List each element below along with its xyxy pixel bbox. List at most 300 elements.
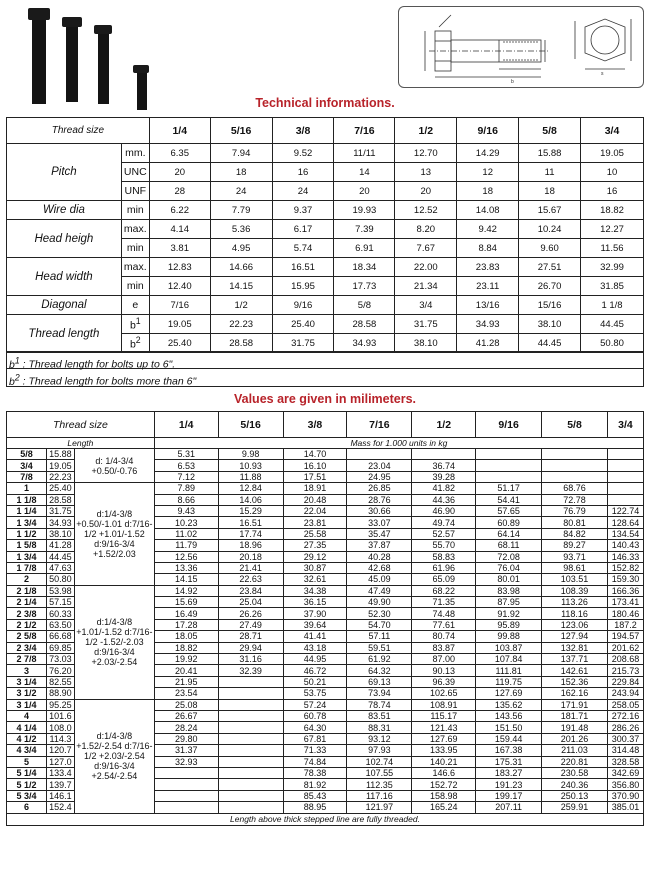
- mass-value: 32.39: [218, 665, 283, 676]
- mass-value: 385.01: [607, 802, 643, 813]
- cell-value: 6.17: [272, 220, 334, 239]
- cell-value: 9.42: [457, 220, 519, 239]
- mass-value: 342.69: [607, 767, 643, 778]
- mass-value: 32.61: [283, 574, 347, 585]
- cell-value: 16.51: [272, 258, 334, 277]
- mass-value: 112.35: [347, 779, 412, 790]
- row-unit: $b^2$: [121, 334, 149, 353]
- length-inch: 1: [7, 483, 47, 494]
- mass-value: [154, 779, 218, 790]
- mass-value: 49.90: [347, 597, 412, 608]
- mass-value: 14.70: [283, 449, 347, 460]
- length-inch: 3: [7, 665, 47, 676]
- cell-value: 21.34: [395, 277, 457, 296]
- cell-value: 50.80: [581, 334, 644, 353]
- mass-value: [476, 460, 542, 471]
- mass-value: 52.30: [347, 608, 412, 619]
- header-size: 1/4: [149, 118, 210, 144]
- mass-value: 36.74: [412, 460, 476, 471]
- cell-value: 12.27: [581, 220, 644, 239]
- mass-value: 23.54: [154, 688, 218, 699]
- mass-value: [218, 733, 283, 744]
- mass-value: [607, 494, 643, 505]
- mass-value: 26.67: [154, 710, 218, 721]
- mass-value: 173.41: [607, 597, 643, 608]
- mass-value: 6.53: [154, 460, 218, 471]
- length-mm: 108.0: [46, 722, 74, 733]
- mass-value: 259.91: [542, 802, 608, 813]
- mass-value: 115.17: [412, 710, 476, 721]
- cell-value: 28.58: [334, 315, 395, 334]
- mass-value: 53.75: [283, 688, 347, 699]
- mass-value: 21.41: [218, 562, 283, 573]
- length-mm: 44.45: [46, 551, 74, 562]
- mass-value: 314.48: [607, 745, 643, 756]
- mass-value: 21.95: [154, 676, 218, 687]
- cell-value: 1/2: [210, 296, 272, 315]
- mass-value: 127.69: [476, 688, 542, 699]
- mass-value: 111.81: [476, 665, 542, 676]
- cell-value: 18.34: [334, 258, 395, 277]
- mass-value: 107.84: [476, 654, 542, 665]
- mass-value: 135.62: [476, 699, 542, 710]
- mass-value: 16.10: [283, 460, 347, 471]
- mass-value: 67.81: [283, 733, 347, 744]
- length-mm: 41.28: [46, 540, 74, 551]
- mass-value: 108.91: [412, 699, 476, 710]
- note-b1-text: : Thread length for bolts up to 6".: [19, 358, 176, 371]
- mass-value: [607, 471, 643, 482]
- header-size: 5/16: [218, 412, 283, 438]
- mass-value: 18.96: [218, 540, 283, 551]
- header-size: 1/2: [395, 118, 457, 144]
- mass-value: 26.26: [218, 608, 283, 619]
- mass-value: 258.05: [607, 699, 643, 710]
- mass-value: 44.95: [283, 654, 347, 665]
- mass-value: 59.51: [347, 642, 412, 653]
- mass-value: 30.87: [283, 562, 347, 573]
- mass-value: 74.84: [283, 756, 347, 767]
- mass-value: 28.24: [154, 722, 218, 733]
- thread-length-notes: [6, 351, 644, 387]
- header-size: 5/8: [519, 118, 581, 144]
- mass-value: 51.17: [476, 483, 542, 494]
- mass-value: 201.26: [542, 733, 608, 744]
- row-unit: min: [121, 239, 149, 258]
- mass-value: [218, 802, 283, 813]
- tolerance-note: d:1/4-3/8 +1.01/-1.52 d:7/16-1/2 -1.52/-2.03 d:9/16-3/4 +2.03/-2.54: [74, 585, 154, 699]
- mass-value: 215.73: [607, 665, 643, 676]
- mass-value: 18.05: [154, 631, 218, 642]
- length-inch: 2 5/8: [7, 631, 47, 642]
- mass-value: 60.78: [283, 710, 347, 721]
- row-unit: max.: [121, 258, 149, 277]
- cell-value: 28.58: [210, 334, 272, 353]
- mass-value: 201.62: [607, 642, 643, 653]
- length-mm: 133.4: [46, 767, 74, 778]
- mass-value: 28.76: [347, 494, 412, 505]
- length-mm: 31.75: [46, 505, 74, 516]
- mass-value: 19.92: [154, 654, 218, 665]
- mass-value: 50.21: [283, 676, 347, 687]
- cell-value: 16: [272, 163, 334, 182]
- length-mm: 139.7: [46, 779, 74, 790]
- mass-value: [542, 449, 608, 460]
- row-unit: mm.: [121, 144, 149, 163]
- cell-value: 5.36: [210, 220, 272, 239]
- mass-value: 9.98: [218, 449, 283, 460]
- mass-value: [154, 767, 218, 778]
- mass-value: [542, 471, 608, 482]
- length-inch: 1 1/8: [7, 494, 47, 505]
- mass-value: 90.13: [412, 665, 476, 676]
- mass-value: 133.95: [412, 745, 476, 756]
- length-mm: 66.68: [46, 631, 74, 642]
- mass-value: 47.49: [347, 585, 412, 596]
- mass-value: 71.35: [412, 597, 476, 608]
- cell-value: 20: [149, 163, 210, 182]
- mass-value: 159.30: [607, 574, 643, 585]
- length-mm: 114.3: [46, 733, 74, 744]
- header-size: 9/16: [476, 412, 542, 438]
- tech-row: [7, 201, 644, 220]
- mass-footer-row: [7, 813, 644, 825]
- length-inch: 2: [7, 574, 47, 585]
- mass-value: 83.51: [347, 710, 412, 721]
- cell-value: 16: [581, 182, 644, 201]
- cell-value: 15.67: [519, 201, 581, 220]
- mass-value: 15.29: [218, 505, 283, 516]
- length-mm: 120.7: [46, 745, 74, 756]
- mass-value: 71.33: [283, 745, 347, 756]
- mass-value: [347, 449, 412, 460]
- mass-value: [218, 688, 283, 699]
- mass-value: 328.58: [607, 756, 643, 767]
- cell-value: 38.10: [519, 315, 581, 334]
- cell-value: 9/16: [272, 296, 334, 315]
- row-unit: UNF: [121, 182, 149, 201]
- mass-value: 99.88: [476, 631, 542, 642]
- cell-value: 12.40: [149, 277, 210, 296]
- mass-value: 103.87: [476, 642, 542, 653]
- mass-value: 240.36: [542, 779, 608, 790]
- row-unit: e: [121, 296, 149, 315]
- length-mm: 25.40: [46, 483, 74, 494]
- cell-value: 3.81: [149, 239, 210, 258]
- mass-value: 81.92: [283, 779, 347, 790]
- mass-value: 85.43: [283, 790, 347, 801]
- mass-value: 121.43: [412, 722, 476, 733]
- mass-value: 17.51: [283, 471, 347, 482]
- length-mm: 152.4: [46, 802, 74, 813]
- header-thread-size: Thread size: [7, 412, 155, 438]
- mass-value: 18.82: [154, 642, 218, 653]
- mass-value: [218, 722, 283, 733]
- cell-value: 20: [334, 182, 395, 201]
- technical-info-table: [6, 117, 644, 353]
- svg-text:b: b: [511, 79, 514, 85]
- mass-value: 26.85: [347, 483, 412, 494]
- length-mm: 38.10: [46, 528, 74, 539]
- mass-value: 22.63: [218, 574, 283, 585]
- cell-value: 9.52: [272, 144, 334, 163]
- mass-value: 108.39: [542, 585, 608, 596]
- note-b2: $b^2$ : Thread length for bolts more than 6": [6, 369, 644, 387]
- header-size: 5/8: [542, 412, 608, 438]
- mass-value: 34.38: [283, 585, 347, 596]
- mass-value: 27.49: [218, 619, 283, 630]
- mass-value: 229.84: [607, 676, 643, 687]
- mass-value: 41.41: [283, 631, 347, 642]
- cell-value: 14.15: [210, 277, 272, 296]
- mass-value: 68.76: [542, 483, 608, 494]
- cell-value: 13/16: [457, 296, 519, 315]
- cell-value: 11/11: [334, 144, 395, 163]
- row-label: Pitch: [7, 144, 122, 201]
- mass-value: 64.30: [283, 722, 347, 733]
- cell-value: 14.66: [210, 258, 272, 277]
- length-inch: 1 3/4: [7, 551, 47, 562]
- mass-value: 117.16: [347, 790, 412, 801]
- length-inch: 4 1/4: [7, 722, 47, 733]
- mass-value: 7.89: [154, 483, 218, 494]
- mass-value: 137.71: [542, 654, 608, 665]
- mass-value: 77.61: [412, 619, 476, 630]
- mass-value: 39.28: [412, 471, 476, 482]
- length-inch: 1 5/8: [7, 540, 47, 551]
- technical-drawing-icon: [398, 6, 644, 88]
- mass-value: 31.37: [154, 745, 218, 756]
- cell-value: 28: [149, 182, 210, 201]
- mass-value: 207.11: [476, 802, 542, 813]
- mass-value: 28.71: [218, 631, 283, 642]
- mass-value: 140.21: [412, 756, 476, 767]
- mass-value: 194.57: [607, 631, 643, 642]
- mass-value: [154, 790, 218, 801]
- mass-value: 72.78: [542, 494, 608, 505]
- length-mm: 95.25: [46, 699, 74, 710]
- cell-value: 24: [210, 182, 272, 201]
- cell-value: 18: [457, 182, 519, 201]
- length-mm: 50.80: [46, 574, 74, 585]
- length-inch: 2 1/8: [7, 585, 47, 596]
- length-inch: 3/4: [7, 460, 47, 471]
- mass-value: 180.46: [607, 608, 643, 619]
- length-mm: 19.05: [46, 460, 74, 471]
- mass-value: 83.98: [476, 585, 542, 596]
- section-title-technical: Technical informations.: [255, 96, 395, 110]
- mass-value: 16.51: [218, 517, 283, 528]
- mass-value: [218, 779, 283, 790]
- mass-value: 55.70: [412, 540, 476, 551]
- mass-value: 158.98: [412, 790, 476, 801]
- mass-value: 27.35: [283, 540, 347, 551]
- length-mm: 101.6: [46, 710, 74, 721]
- cell-value: 4.14: [149, 220, 210, 239]
- mass-value: 36.15: [283, 597, 347, 608]
- cell-value: 41.28: [457, 334, 519, 353]
- mass-subheader-row: [7, 438, 644, 449]
- cell-value: 12: [457, 163, 519, 182]
- mass-value: [607, 460, 643, 471]
- mass-value: 113.26: [542, 597, 608, 608]
- length-mm: 73.03: [46, 654, 74, 665]
- cell-value: 14.08: [457, 201, 519, 220]
- mass-value: 24.95: [347, 471, 412, 482]
- cell-value: 22.00: [395, 258, 457, 277]
- mass-value: [218, 676, 283, 687]
- mass-value: 96.39: [412, 676, 476, 687]
- header-size: 1/4: [154, 412, 218, 438]
- mass-value: 98.61: [542, 562, 608, 573]
- cell-value: 38.10: [395, 334, 457, 353]
- length-inch: 4 1/2: [7, 733, 47, 744]
- cell-value: 8.20: [395, 220, 457, 239]
- cell-value: 22.23: [210, 315, 272, 334]
- length-inch: 2 1/4: [7, 597, 47, 608]
- mass-value: 76.04: [476, 562, 542, 573]
- cell-value: 32.99: [581, 258, 644, 277]
- mass-value: 91.92: [476, 608, 542, 619]
- cell-value: 6.35: [149, 144, 210, 163]
- cell-value: 18.82: [581, 201, 644, 220]
- mass-value: 159.44: [476, 733, 542, 744]
- length-inch: 2 3/8: [7, 608, 47, 619]
- mass-value: 64.14: [476, 528, 542, 539]
- mass-value: 57.11: [347, 631, 412, 642]
- mass-value: 42.68: [347, 562, 412, 573]
- mass-value: 370.90: [607, 790, 643, 801]
- mass-value: 14.06: [218, 494, 283, 505]
- mass-value: 230.58: [542, 767, 608, 778]
- subheader-mass: Mass for 1.000 units in kg: [154, 438, 643, 449]
- cell-value: 19.05: [149, 315, 210, 334]
- length-mm: 146.1: [46, 790, 74, 801]
- mass-value: 20.48: [283, 494, 347, 505]
- mass-value: 107.55: [347, 767, 412, 778]
- cell-value: 5/8: [334, 296, 395, 315]
- mass-value: 76.79: [542, 505, 608, 516]
- mass-value: 37.90: [283, 608, 347, 619]
- mass-value: 7.12: [154, 471, 218, 482]
- subheader-length: Length: [7, 438, 155, 449]
- mass-row: [7, 585, 644, 596]
- mass-value: 61.92: [347, 654, 412, 665]
- cell-value: 34.93: [334, 334, 395, 353]
- header-size: 3/8: [272, 118, 334, 144]
- mass-value: 46.72: [283, 665, 347, 676]
- note-b2-text: : Thread length for bolts more than 6": [19, 375, 197, 388]
- row-label: Head width: [7, 258, 122, 296]
- cell-value: 13: [395, 163, 457, 182]
- row-unit: UNC: [121, 163, 149, 182]
- mass-value: [607, 449, 643, 460]
- mass-row: [7, 449, 644, 460]
- mass-value: [154, 802, 218, 813]
- mass-value: 8.66: [154, 494, 218, 505]
- mass-value: 68.22: [412, 585, 476, 596]
- mass-value: 23.04: [347, 460, 412, 471]
- mass-value: 57.24: [283, 699, 347, 710]
- cell-value: 9.37: [272, 201, 334, 220]
- mass-value: 286.26: [607, 722, 643, 733]
- mass-value: 95.89: [476, 619, 542, 630]
- mass-value: 20.18: [218, 551, 283, 562]
- mass-value: 44.36: [412, 494, 476, 505]
- svg-text:s: s: [601, 71, 604, 77]
- cell-value: 20: [395, 182, 457, 201]
- tech-row: [7, 296, 644, 315]
- mass-value: [412, 449, 476, 460]
- mass-value: 10.93: [218, 460, 283, 471]
- mass-value: 162.16: [542, 688, 608, 699]
- cell-value: 3/4: [395, 296, 457, 315]
- length-mm: 82.55: [46, 676, 74, 687]
- section-title-values: Values are given in milimeters.: [233, 392, 417, 406]
- footer-note: Length above thick stepped line are fully threaded.: [7, 813, 644, 825]
- mass-value: 152.36: [542, 676, 608, 687]
- mass-value: 165.24: [412, 802, 476, 813]
- cell-value: 15.95: [272, 277, 334, 296]
- header-size: 7/16: [334, 118, 395, 144]
- tech-header-row: [7, 118, 644, 144]
- length-inch: 6: [7, 802, 47, 813]
- mass-value: [218, 756, 283, 767]
- mass-value: 123.06: [542, 619, 608, 630]
- cell-value: 12.70: [395, 144, 457, 163]
- mass-value: 140.43: [607, 540, 643, 551]
- length-inch: 2 3/4: [7, 642, 47, 653]
- mass-value: [218, 710, 283, 721]
- mass-value: 72.08: [476, 551, 542, 562]
- mass-value: 29.94: [218, 642, 283, 653]
- mass-value: 128.64: [607, 517, 643, 528]
- mass-value: 17.28: [154, 619, 218, 630]
- mass-value: 183.27: [476, 767, 542, 778]
- cell-value: 9.60: [519, 239, 581, 258]
- row-label: Wire dia: [7, 201, 122, 220]
- cell-value: 19.05: [581, 144, 644, 163]
- mass-value: 134.54: [607, 528, 643, 539]
- cell-value: 1 1/8: [581, 296, 644, 315]
- mass-value: 191.48: [542, 722, 608, 733]
- tech-row: [7, 144, 644, 163]
- mass-value: 43.18: [283, 642, 347, 653]
- row-unit: $b^1$: [121, 315, 149, 334]
- cell-value: 18: [210, 163, 272, 182]
- mass-value: 78.74: [347, 699, 412, 710]
- cell-value: 23.11: [457, 277, 519, 296]
- mass-value: 37.87: [347, 540, 412, 551]
- mass-row: [7, 699, 644, 710]
- cell-value: 10.24: [519, 220, 581, 239]
- mass-value: 171.91: [542, 699, 608, 710]
- header-size: 1/2: [412, 412, 476, 438]
- mass-value: 22.04: [283, 505, 347, 516]
- mass-value: 29.12: [283, 551, 347, 562]
- cell-value: 15/16: [519, 296, 581, 315]
- row-unit: max.: [121, 220, 149, 239]
- mass-value: 52.57: [412, 528, 476, 539]
- cell-value: 4.95: [210, 239, 272, 258]
- mass-value: 80.81: [542, 517, 608, 528]
- mass-value: 33.07: [347, 517, 412, 528]
- mass-value: 12.56: [154, 551, 218, 562]
- mass-value: 118.16: [542, 608, 608, 619]
- tolerance-note: d: 1/4-3/4 +0.50/-0.76: [74, 449, 154, 483]
- mass-value: 58.83: [412, 551, 476, 562]
- mass-value: 84.82: [542, 528, 608, 539]
